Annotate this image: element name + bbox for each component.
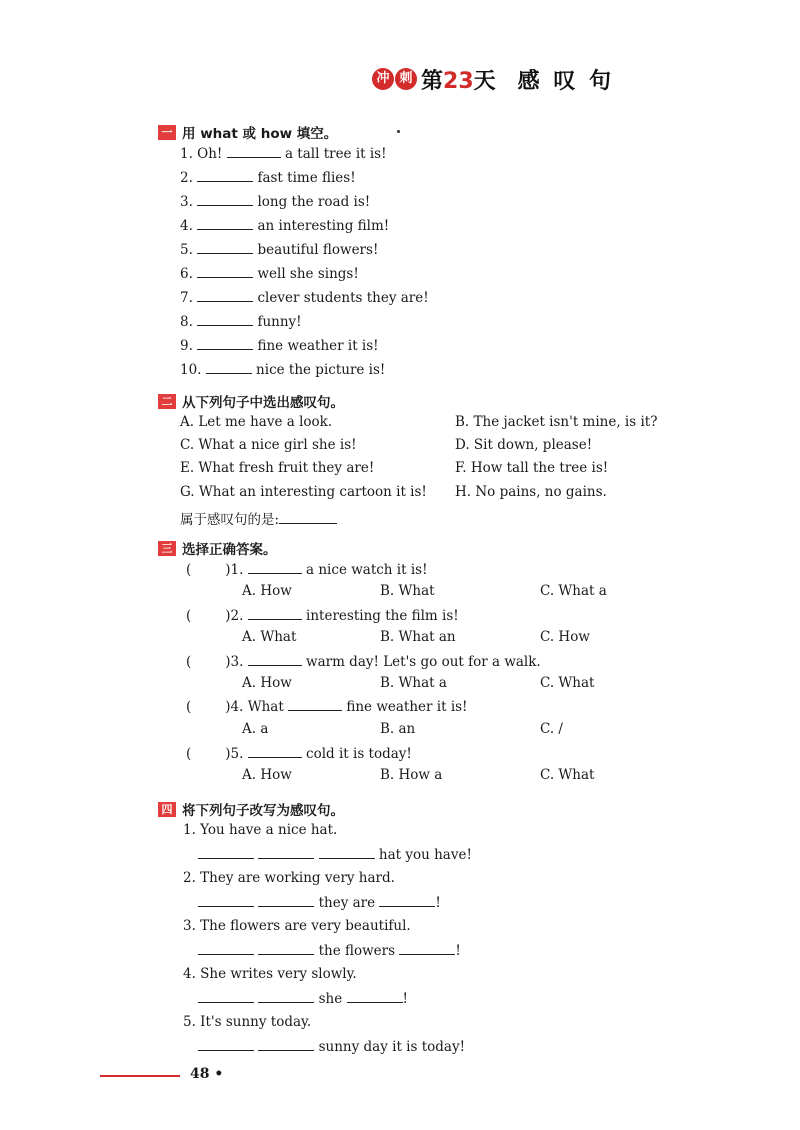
s1-item-5: 5. beautiful flowers! xyxy=(180,242,379,258)
section-2-heading xyxy=(158,391,344,411)
answer-blank[interactable] xyxy=(399,942,455,955)
s3-q4: ( )4. What fine weather it is! xyxy=(186,699,468,715)
answer-blank[interactable] xyxy=(379,894,435,907)
section-1-heading xyxy=(158,122,337,142)
answer-blank[interactable] xyxy=(197,265,253,278)
answer-blank[interactable] xyxy=(288,698,342,711)
answer-blank[interactable] xyxy=(248,607,302,620)
answer-blank[interactable] xyxy=(198,894,254,907)
s3-q5-option-c: C. What xyxy=(540,767,595,783)
s2-option-h: H. No pains, no gains. xyxy=(455,484,607,500)
answer-blank[interactable] xyxy=(227,145,281,158)
s3-q5: ( )5. cold it is today! xyxy=(186,746,412,762)
s3-q3-option-c: C. What xyxy=(540,675,595,691)
section-4-title: 将下列句子改写为感叹句。 xyxy=(182,803,344,819)
s4-r3: the flowers ! xyxy=(198,942,461,959)
section-1-tag: 一 xyxy=(158,125,176,140)
answer-blank[interactable] xyxy=(347,990,403,1003)
s4-r4: she ! xyxy=(198,990,408,1007)
s3-q4-option-c: C. / xyxy=(540,721,563,737)
day-label: 第23天 xyxy=(421,68,496,94)
s3-q4-option-b: B. an xyxy=(380,721,416,737)
section-2-tag: 二 xyxy=(158,394,176,409)
answer-blank[interactable] xyxy=(198,1038,254,1051)
answer-blank[interactable] xyxy=(258,894,314,907)
s1-item-7: 7. clever students they are! xyxy=(180,290,429,306)
section-3-tag: 三 xyxy=(158,541,176,556)
s4-q5: 5. It's sunny today. xyxy=(183,1014,312,1030)
page-title xyxy=(372,62,614,96)
answer-blank[interactable] xyxy=(198,846,254,859)
s1-item-6: 6. well she sings! xyxy=(180,266,359,282)
s3-q2-option-c: C. How xyxy=(540,629,590,645)
s3-q3-option-b: B. What a xyxy=(380,675,447,691)
s3-q1-option-b: B. What xyxy=(380,583,435,599)
section-4-tag: 四 xyxy=(158,802,176,817)
s3-q3: ( )3. warm day! Let's go out for a walk. xyxy=(186,654,541,670)
s3-q1-option-c: C. What a xyxy=(540,583,607,599)
answer-blank[interactable] xyxy=(248,561,302,574)
s2-answer-line: 属于感叹句的是: xyxy=(180,508,337,528)
s1-item-9: 9. fine weather it is! xyxy=(180,338,379,354)
s1-item-4: 4. an interesting film! xyxy=(180,218,390,234)
title-badge-2: 刺 xyxy=(395,68,417,90)
answer-blank[interactable] xyxy=(197,337,253,350)
answer-blank[interactable] xyxy=(198,990,254,1003)
answer-blank[interactable] xyxy=(197,193,253,206)
s2-option-d: D. Sit down, please! xyxy=(455,437,593,453)
s2-option-b: B. The jacket isn't mine, is it? xyxy=(455,414,658,430)
s4-q4: 4. She writes very slowly. xyxy=(183,966,357,982)
section-2-title: 从下列句子中选出感叹句。 xyxy=(182,395,344,411)
s4-q1: 1. You have a nice hat. xyxy=(183,822,338,838)
s3-q1: ( )1. a nice watch it is! xyxy=(186,562,428,578)
s4-r1: hat you have! xyxy=(198,846,472,863)
s3-q1-option-a: A. How xyxy=(242,583,292,599)
answer-blank[interactable] xyxy=(258,1038,314,1051)
s3-q5-option-a: A. How xyxy=(242,767,292,783)
s3-q2-option-a: A. What xyxy=(242,629,297,645)
answer-blank[interactable] xyxy=(197,241,253,254)
answer-blank[interactable] xyxy=(197,217,253,230)
answer-blank[interactable] xyxy=(197,289,253,302)
answer-blank[interactable] xyxy=(248,745,302,758)
answer-blank[interactable] xyxy=(258,990,314,1003)
section-1-title: 用 what 或 how 填空。 xyxy=(182,126,338,142)
s2-option-f: F. How tall the tree is! xyxy=(455,460,609,476)
answer-blank[interactable] xyxy=(197,313,253,326)
s3-q2-option-b: B. What an xyxy=(380,629,456,645)
footer-rule xyxy=(100,1075,180,1077)
section-3-heading xyxy=(158,538,277,558)
s1-item-8: 8. funny! xyxy=(180,314,302,330)
answer-blank[interactable] xyxy=(198,942,254,955)
answer-blank[interactable] xyxy=(248,653,302,666)
answer-blank[interactable] xyxy=(258,942,314,955)
answer-blank[interactable] xyxy=(206,361,252,374)
s4-q3: 3. The flowers are very beautiful. xyxy=(183,918,411,934)
s1-item-10: 10. nice the picture is! xyxy=(180,362,386,378)
answer-blank[interactable] xyxy=(319,846,375,859)
s2-option-e: E. What fresh fruit they are! xyxy=(180,460,375,476)
s2-option-g: G. What an interesting cartoon it is! xyxy=(180,484,427,500)
s3-q5-option-b: B. How a xyxy=(380,767,443,783)
s1-item-3: 3. long the road is! xyxy=(180,194,371,210)
s4-q2: 2. They are working very hard. xyxy=(183,870,395,886)
s1-item-2: 2. fast time flies! xyxy=(180,170,356,186)
s2-option-c: C. What a nice girl she is! xyxy=(180,437,357,453)
s4-r2: they are ! xyxy=(198,894,441,911)
answer-blank[interactable] xyxy=(258,846,314,859)
page-number: 48 • xyxy=(190,1066,224,1082)
s1-item-1: 1. Oh! a tall tree it is! xyxy=(180,146,387,162)
stray-dot xyxy=(397,130,400,133)
s3-q2: ( )2. interesting the film is! xyxy=(186,608,459,624)
section-3-title: 选择正确答案。 xyxy=(182,542,277,558)
s4-r5: sunny day it is today! xyxy=(198,1038,465,1055)
section-4-heading xyxy=(158,799,344,819)
topic-title: 感 叹 句 xyxy=(517,68,614,94)
s3-q3-option-a: A. How xyxy=(242,675,292,691)
title-badge-1: 冲 xyxy=(372,68,394,90)
answer-blank[interactable] xyxy=(197,169,253,182)
s2-option-a: A. Let me have a look. xyxy=(180,414,333,430)
answer-blank[interactable] xyxy=(279,511,337,524)
s3-q4-option-a: A. a xyxy=(242,721,269,737)
